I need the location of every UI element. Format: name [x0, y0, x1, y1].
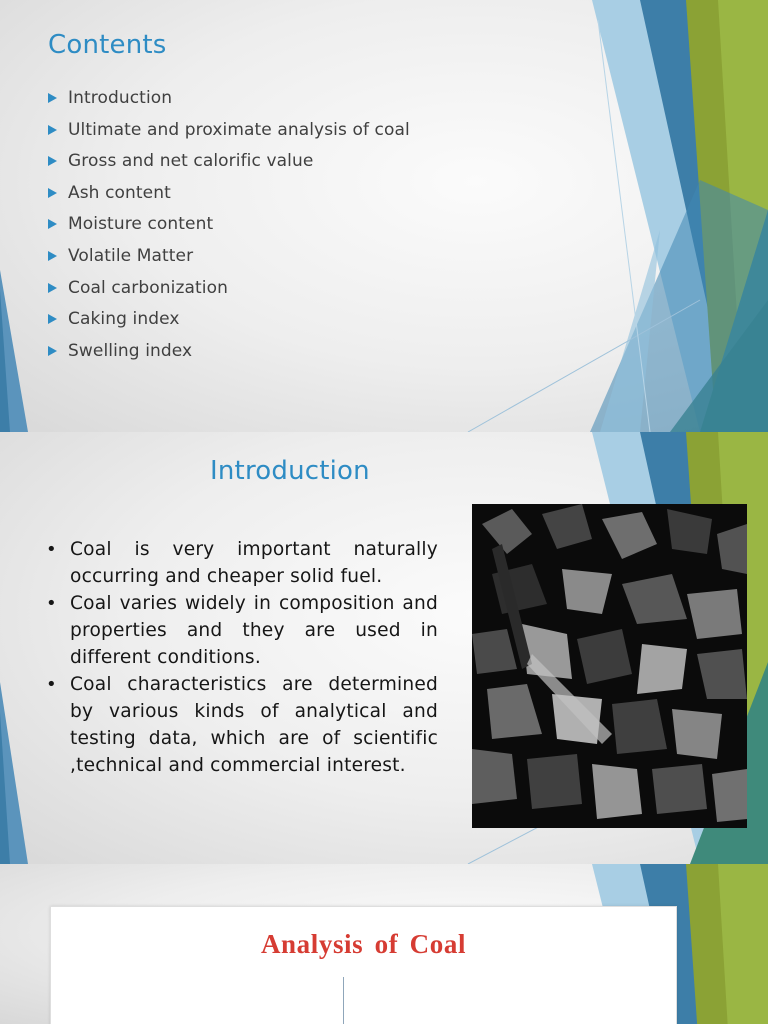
bullet-dot-icon: • — [46, 674, 57, 695]
page-title: Analysis of Coal — [260, 929, 467, 959]
list-item-label: Ash content — [68, 182, 171, 203]
triangle-bullet-icon — [48, 251, 57, 261]
list-item-label: Ultimate and proximate analysis of coal — [68, 119, 410, 140]
list-item — [48, 309, 410, 341]
page-title: Introduction — [210, 456, 370, 486]
triangle-bullet-icon — [48, 283, 57, 293]
list-item — [48, 120, 410, 152]
contents-list — [48, 88, 410, 372]
triangle-bullet-icon — [48, 156, 57, 166]
bullet-dot-icon: • — [46, 593, 57, 614]
bullet-text: Coal characteristics are determined by various kinds of analytical and testing data, which are of scientific ,technical and commercial interest. — [70, 674, 438, 776]
triangle-bullet-icon — [48, 219, 57, 229]
list-item-label: Caking index — [68, 309, 180, 330]
slide-analysis — [0, 864, 768, 1024]
triangle-bullet-icon — [48, 314, 57, 324]
bullet-dot-icon: • — [46, 539, 57, 560]
intro-bullet-list — [46, 536, 438, 779]
triangle-bullet-icon — [48, 346, 57, 356]
coal-photo — [472, 504, 747, 828]
list-item — [46, 536, 438, 590]
slide-contents — [0, 0, 768, 432]
list-item — [48, 341, 410, 373]
bullet-text: Coal varies widely in composition and properties and they are used in different conditions. — [70, 593, 438, 668]
page-title: Contents — [48, 30, 167, 60]
list-item-label: Coal carbonization — [68, 277, 228, 298]
analysis-diagram-box — [50, 906, 677, 1024]
bullet-text: Coal is very important naturally occurring and cheaper solid fuel. — [70, 539, 438, 587]
list-item — [48, 151, 410, 183]
list-item-label: Swelling index — [68, 340, 193, 361]
list-item — [48, 88, 410, 120]
list-item — [48, 214, 410, 246]
list-item-label: Introduction — [68, 88, 173, 108]
triangle-bullet-icon — [48, 125, 57, 135]
list-item — [48, 183, 410, 215]
list-item-label: Gross and net calorific value — [68, 151, 314, 172]
list-item-label: Moisture content — [68, 214, 214, 235]
list-item — [46, 671, 438, 779]
triangle-bullet-icon — [48, 93, 57, 103]
list-item — [46, 590, 438, 671]
coal-photo-illustration — [472, 504, 747, 828]
tree-connector-line — [343, 977, 344, 1024]
triangle-bullet-icon — [48, 188, 57, 198]
list-item-label: Volatile Matter — [68, 245, 194, 266]
list-item — [48, 246, 410, 278]
list-item — [48, 278, 410, 310]
slide-introduction — [0, 432, 768, 864]
